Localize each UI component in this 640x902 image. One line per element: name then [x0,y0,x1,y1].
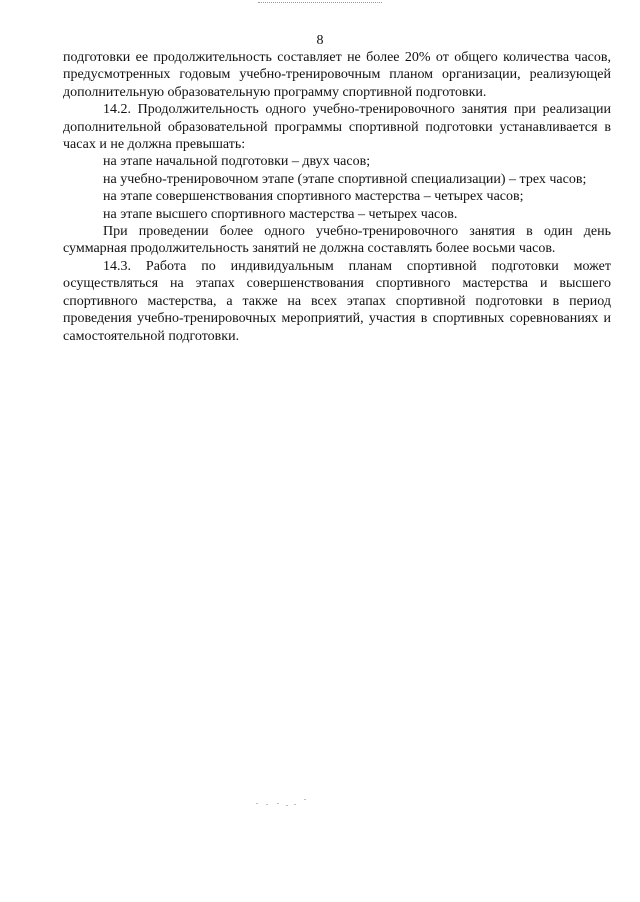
scan-speck [266,804,268,805]
paragraph-14-3: 14.3. Работа по индивидуальным планам спортивной подготовки может осуществляться на этапах совершенствования спортивного мастерства и высшего спортивного мастерства, а также на всех этапах спортивной подготовки в период проведения учебно-тренировочных мероприятий, участия в спортивных соревнованиях и самостоятельной подготовки. [63,258,611,344]
scan-speck [304,799,306,800]
paragraph-multiple-sessions: При проведении более одного учебно-тренировочного занятия в один день суммарная продолжительность занятий не должна составлять более восьми часов. [63,224,611,257]
paragraph-14-2: 14.2. Продолжительность одного учебно-тренировочного занятия при реализации дополнительной образовательной программы спортивной подготовки устанавливается в часах и не должна превышать: [63,102,611,153]
paragraph-continuation: подготовки ее продолжительность составляет не более 20% от общего количества часов, предусмотренных годовым учебно-тренировочным планом организации, реализующей дополнительную образовательную программу спортивной подготовки. [63,50,611,100]
scan-speck [256,803,258,804]
list-item-training-stage: на учебно-тренировочном этапе (этапе спортивной специализации) – трех часов; [103,171,587,187]
list-item-initial-stage: на этапе начальной подготовки – двух часов; [103,154,371,170]
list-item-improvement-stage: на этапе совершенствования спортивного мастерства – четырех часов; [103,189,524,205]
scan-noise [250,795,320,815]
scan-speck [286,805,288,806]
document-body [63,49,611,345]
scan-top-edge [258,2,382,3]
scan-speck [294,804,296,805]
page-number: 8 [316,33,324,48]
list-item-highest-stage: на этапе высшего спортивного мастерства – четырех часов. [103,206,458,222]
scan-speck [277,803,279,804]
